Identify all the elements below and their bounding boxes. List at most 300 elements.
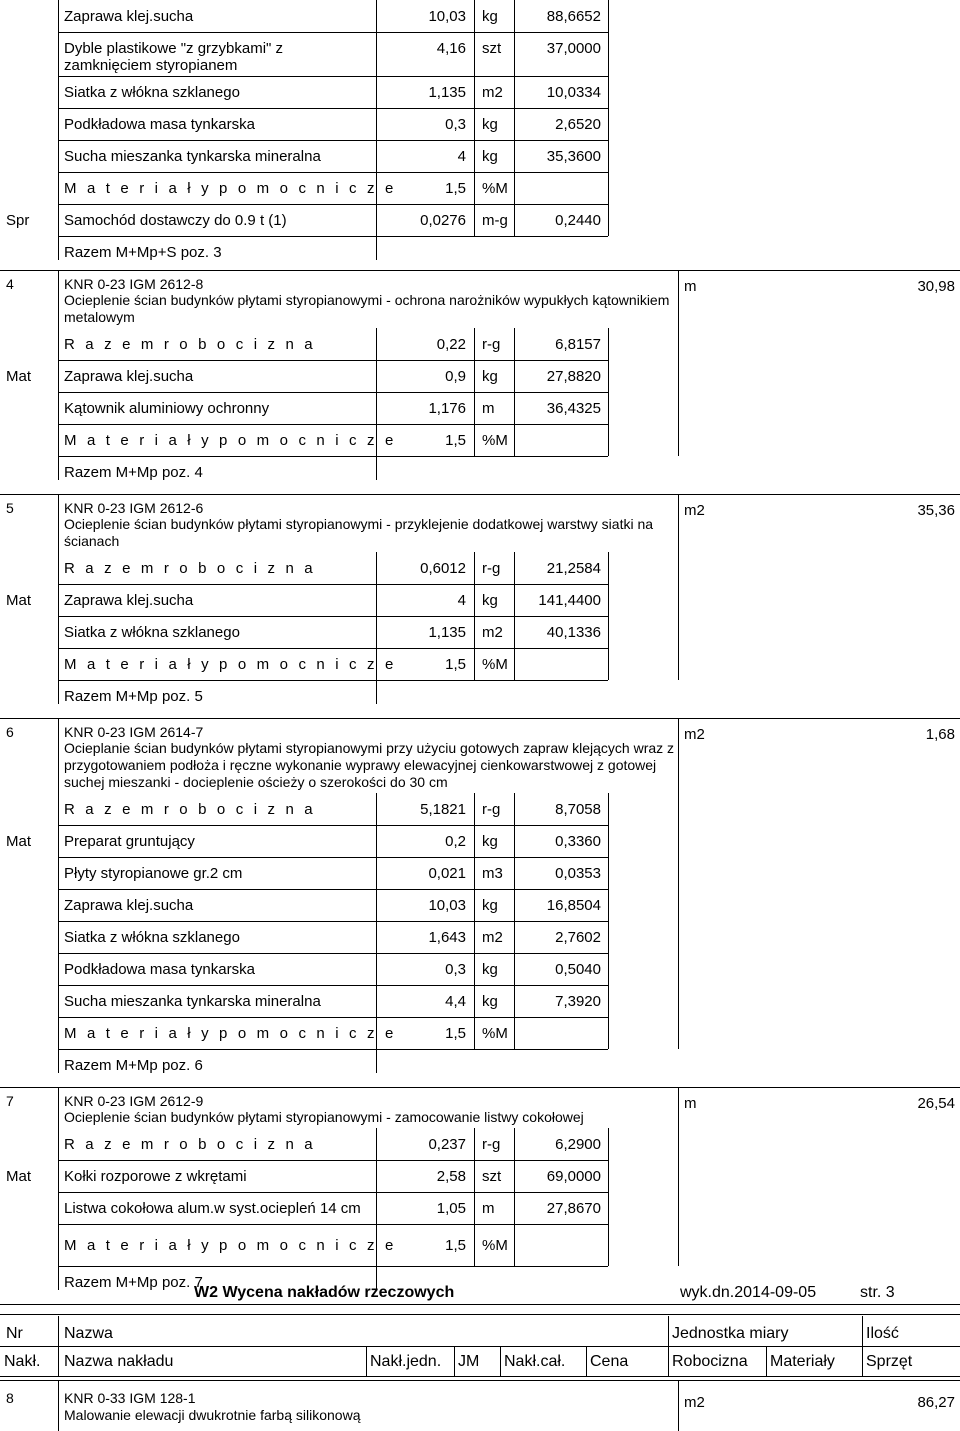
total-quantity: 0,5040: [555, 961, 601, 978]
unit-norm: 1,5: [445, 1025, 466, 1042]
divider: [58, 889, 608, 890]
divider: [58, 1087, 59, 1132]
divider: [58, 1049, 608, 1050]
divider: [862, 1316, 863, 1346]
divider: [608, 1224, 609, 1266]
material-name: M a t e r i a ł y p o m o c n i c z e: [64, 656, 397, 673]
divider: [608, 648, 609, 680]
unit-norm: 0,9: [445, 368, 466, 385]
divider: [474, 616, 475, 648]
unit-measure: m: [482, 400, 495, 417]
divider: [608, 889, 609, 921]
position-number: 4: [6, 276, 14, 292]
unit-norm: 10,03: [428, 897, 466, 914]
divider: [474, 32, 475, 76]
total-quantity: 8,7058: [555, 801, 601, 818]
divider: [474, 1160, 475, 1192]
divider: [58, 32, 608, 33]
divider: [474, 793, 475, 825]
divider: [58, 204, 59, 236]
divider: [58, 718, 59, 797]
divider: [474, 825, 475, 857]
unit-norm: 4,4: [445, 993, 466, 1010]
divider: [366, 1347, 367, 1376]
divider: [58, 108, 59, 140]
material-name: Listwa cokołowa alum.w syst.ociepleń 14 cm: [64, 1200, 361, 1217]
divider: [678, 793, 679, 825]
divider: [58, 456, 59, 480]
divider: [668, 1316, 669, 1346]
divider: [58, 1224, 59, 1266]
divider: [58, 360, 608, 361]
divider: [454, 1347, 455, 1376]
header-materialy: Materiały: [770, 1353, 835, 1370]
divider: [608, 1128, 609, 1160]
category-label: Mat: [6, 368, 32, 385]
unit-norm: 1,5: [445, 656, 466, 673]
divider: [58, 921, 59, 953]
divider: [58, 584, 608, 585]
divider: [474, 1128, 475, 1160]
divider: [58, 140, 59, 172]
divider: [58, 648, 59, 680]
divider: [58, 1160, 59, 1192]
divider: [608, 584, 609, 616]
material-name: Razem M+Mp poz. 5: [64, 688, 203, 705]
divider: [58, 424, 608, 425]
position-unit: m2: [684, 502, 705, 519]
header-nr: Nr: [6, 1325, 23, 1342]
divider: [678, 1087, 679, 1132]
divider: [474, 584, 475, 616]
divider: [608, 793, 609, 825]
divider: [58, 616, 59, 648]
unit-measure: kg: [482, 833, 498, 850]
divider: [58, 236, 608, 237]
unit-measure: m-g: [482, 212, 508, 229]
divider: [58, 360, 59, 392]
divider: [58, 494, 59, 556]
category-label: Mat: [6, 833, 32, 850]
divider: [608, 825, 609, 857]
unit-measure: %M: [482, 1237, 508, 1254]
divider: [0, 494, 960, 495]
unit-measure: szt: [482, 1168, 502, 1185]
position-description: Ocieplanie ścian budynków płytami styropianowymi przy użyciu gotowych zapraw klejących wraz z przygotowaniem podłoża i ręczne wykonanie wyprawy elewacyjnej cienkowarstwowej z gotowej suchej mieszanki - docieplenie ościeży o szerokości do 30 cm: [64, 740, 675, 790]
position-amount: 35,36: [917, 502, 955, 519]
divider: [58, 270, 59, 332]
divider: [474, 648, 475, 680]
divider: [58, 32, 59, 76]
divider: [678, 552, 679, 584]
unit-measure: r-g: [482, 336, 501, 353]
divider: [58, 424, 59, 456]
divider: [474, 108, 475, 140]
material-name: Preparat gruntujący: [64, 833, 195, 850]
divider: [608, 424, 609, 456]
divider: [608, 921, 609, 953]
unit-measure: kg: [482, 897, 498, 914]
divider: [58, 921, 608, 922]
unit-norm: 0,237: [428, 1136, 466, 1153]
divider: [0, 1314, 960, 1315]
material-name: Samochód dostawczy do 0.9 t (1): [64, 212, 287, 229]
position-amount: 1,68: [925, 726, 955, 743]
unit-measure: kg: [482, 368, 498, 385]
total-quantity: 0,2440: [555, 212, 601, 229]
material-name: Razem M+Mp poz. 4: [64, 464, 203, 481]
unit-measure: kg: [482, 592, 498, 609]
divider: [58, 0, 59, 32]
total-quantity: 69,0000: [546, 1168, 601, 1185]
unit-norm: 0,22: [436, 336, 466, 353]
divider: [0, 270, 960, 271]
total-quantity: 27,8670: [546, 1200, 601, 1217]
divider: [678, 1224, 679, 1266]
divider: [474, 392, 475, 424]
divider: [514, 172, 515, 204]
divider: [376, 456, 377, 480]
divider: [678, 1160, 679, 1192]
divider: [608, 108, 609, 140]
unit-norm: 1,05: [436, 1200, 466, 1217]
divider: [376, 236, 377, 260]
material-name: Zaprawa klej.sucha: [64, 368, 194, 385]
divider: [474, 857, 475, 889]
total-quantity: 6,8157: [555, 336, 601, 353]
unit-norm: 0,2: [445, 833, 466, 850]
material-name: Siatka z włókna szklanego: [64, 84, 240, 101]
total-quantity: 0,3360: [555, 833, 601, 850]
divider: [58, 140, 608, 141]
position-number: 6: [6, 724, 14, 740]
divider: [58, 1192, 59, 1224]
position-unit: m2: [684, 726, 705, 743]
divider: [474, 889, 475, 921]
position-unit: m2: [684, 1394, 705, 1411]
divider: [58, 236, 59, 260]
divider: [376, 680, 377, 704]
divider: [474, 1224, 475, 1266]
divider: [0, 1087, 960, 1088]
divider: [58, 108, 608, 109]
divider: [474, 921, 475, 953]
unit-norm: 4,16: [436, 40, 466, 57]
divider: [678, 648, 679, 680]
unit-norm: 1,135: [428, 624, 466, 641]
unit-measure: r-g: [482, 1136, 501, 1153]
total-quantity: 88,6652: [546, 8, 601, 25]
unit-norm: 10,03: [428, 8, 466, 25]
divider: [678, 1017, 679, 1049]
total-quantity: 16,8504: [546, 897, 601, 914]
divider: [678, 494, 679, 556]
divider: [58, 889, 59, 921]
position-unit: m: [684, 1095, 697, 1112]
material-name: Zaprawa klej.sucha: [64, 8, 194, 25]
divider: [678, 921, 679, 953]
divider: [678, 616, 679, 648]
total-quantity: 27,8820: [546, 368, 601, 385]
unit-norm: 1,643: [428, 929, 466, 946]
position-amount: 30,98: [917, 278, 955, 295]
divider: [58, 172, 59, 204]
header-nazwa: Nazwa: [64, 1325, 113, 1342]
total-quantity: 35,3600: [546, 148, 601, 165]
divider: [58, 204, 608, 205]
divider: [608, 392, 609, 424]
divider: [678, 985, 679, 1017]
divider: [58, 456, 608, 457]
divider: [376, 1049, 377, 1073]
unit-norm: 2,58: [436, 1168, 466, 1185]
position-amount: 26,54: [917, 1095, 955, 1112]
report-title: W2 Wycena nakładów rzeczowych: [194, 1284, 455, 1301]
header-nakl: Nakł.: [4, 1353, 41, 1370]
unit-norm: 1,5: [445, 180, 466, 197]
divider: [58, 793, 59, 825]
header-cena: Cena: [590, 1353, 629, 1370]
position-code: KNR 0-23 IGM 2612-6: [64, 500, 204, 516]
divider: [0, 718, 960, 719]
total-quantity: 21,2584: [546, 560, 601, 577]
unit-norm: 0,3: [445, 116, 466, 133]
unit-measure: %M: [482, 1025, 508, 1042]
total-quantity: 40,1336: [546, 624, 601, 641]
divider: [668, 1347, 669, 1376]
divider: [474, 328, 475, 360]
divider: [58, 857, 59, 889]
material-name: Podkładowa masa tynkarska: [64, 116, 255, 133]
divider: [678, 718, 679, 797]
divider: [514, 648, 515, 680]
divider: [58, 1049, 59, 1073]
divider: [58, 953, 59, 985]
divider: [58, 76, 59, 108]
page-number: str. 3: [860, 1284, 895, 1301]
divider: [58, 857, 608, 858]
divider: [514, 1224, 515, 1266]
unit-norm: 0,3: [445, 961, 466, 978]
divider: [474, 360, 475, 392]
header-nakl-jedn: Nakł.jedn.: [370, 1353, 442, 1370]
divider: [608, 140, 609, 172]
divider: [474, 172, 475, 204]
unit-norm: 1,5: [445, 1237, 466, 1254]
material-name: Kołki rozporowe z wkrętami: [64, 1168, 247, 1185]
divider: [58, 825, 608, 826]
unit-measure: r-g: [482, 801, 501, 818]
header-jm-short: JM: [458, 1353, 480, 1370]
divider: [608, 172, 609, 204]
unit-measure: szt: [482, 40, 502, 57]
divider: [58, 584, 59, 616]
divider: [608, 328, 609, 360]
unit-norm: 1,5: [445, 432, 466, 449]
material-name: Płyty styropianowe gr.2 cm: [64, 865, 243, 882]
position-description: Malowanie elewacji dwukrotnie farbą silikonową: [64, 1407, 361, 1423]
divider: [58, 552, 59, 584]
divider: [608, 1017, 609, 1049]
divider: [608, 0, 609, 32]
divider: [58, 1224, 608, 1225]
total-quantity: 6,2900: [555, 1136, 601, 1153]
divider: [58, 680, 608, 681]
position-description: Ocieplenie ścian budynków płytami styropianowymi - zamocowanie listwy cokołowej: [64, 1109, 584, 1125]
divider: [766, 1347, 767, 1376]
position-description: Ocieplenie ścian budynków płytami styropianowymi - przyklejenie dodatkowej warstwy siatki na ścianach: [64, 516, 654, 549]
position-number: 7: [6, 1093, 14, 1109]
divider: [0, 1376, 960, 1377]
position-code: KNR 0-23 IGM 2614-7: [64, 724, 204, 740]
position-code: KNR 0-23 IGM 2612-8: [64, 276, 204, 292]
divider: [58, 616, 608, 617]
divider: [678, 392, 679, 424]
material-name: M a t e r i a ł y p o m o c n i c z e: [64, 432, 397, 449]
divider: [58, 1347, 59, 1376]
divider: [474, 204, 475, 236]
category-label: Spr: [6, 212, 30, 229]
divider: [0, 1380, 960, 1381]
unit-measure: %M: [482, 180, 508, 197]
unit-norm: 1,176: [428, 400, 466, 417]
total-quantity: 0,0353: [555, 865, 601, 882]
unit-measure: %M: [482, 432, 508, 449]
material-name: R a z e m r o b o c i z n a: [64, 336, 316, 353]
divider: [58, 392, 608, 393]
divider: [678, 360, 679, 392]
material-name: Zaprawa klej.sucha: [64, 897, 194, 914]
unit-measure: kg: [482, 993, 498, 1010]
divider: [514, 424, 515, 456]
material-name: Podkładowa masa tynkarska: [64, 961, 255, 978]
divider: [58, 1266, 59, 1290]
unit-measure: m2: [482, 84, 503, 101]
divider: [58, 1316, 59, 1346]
divider: [58, 392, 59, 424]
material-name: Razem M+Mp+S poz. 3: [64, 244, 222, 261]
total-quantity: 2,6520: [555, 116, 601, 133]
divider: [58, 172, 608, 173]
divider: [678, 328, 679, 360]
total-quantity: 141,4400: [538, 592, 601, 609]
unit-measure: m3: [482, 865, 503, 882]
divider: [608, 204, 609, 236]
unit-norm: 1,135: [428, 84, 466, 101]
divider: [678, 584, 679, 616]
divider: [474, 1017, 475, 1049]
divider: [678, 1128, 679, 1160]
category-label: Mat: [6, 592, 32, 609]
unit-measure: kg: [482, 148, 498, 165]
divider: [474, 953, 475, 985]
divider: [58, 1017, 59, 1049]
material-name: Siatka z włókna szklanego: [64, 624, 240, 641]
divider: [678, 270, 679, 332]
position-unit: m: [684, 278, 697, 295]
divider: [474, 76, 475, 108]
material-name: M a t e r i a ł y p o m o c n i c z e: [64, 180, 397, 197]
material-name: Dyble plastikowe "z grzybkami" z zamknięciem styropianem: [64, 40, 284, 74]
unit-measure: m2: [482, 624, 503, 641]
divider: [58, 953, 608, 954]
divider: [474, 552, 475, 584]
divider: [608, 1160, 609, 1192]
divider: [678, 857, 679, 889]
divider: [474, 985, 475, 1017]
unit-norm: 5,1821: [420, 801, 466, 818]
divider: [678, 953, 679, 985]
unit-norm: 4: [457, 592, 466, 609]
material-name: Sucha mieszanka tynkarska mineralna: [64, 148, 321, 165]
divider: [0, 1304, 960, 1305]
unit-norm: 4: [457, 148, 466, 165]
unit-measure: m2: [482, 929, 503, 946]
unit-norm: 0,6012: [420, 560, 466, 577]
material-name: M a t e r i a ł y p o m o c n i c z e: [64, 1237, 397, 1254]
divider: [58, 1128, 59, 1160]
unit-measure: m: [482, 1200, 495, 1217]
material-name: R a z e m r o b o c i z n a: [64, 560, 316, 577]
divider: [678, 1192, 679, 1224]
divider: [58, 1017, 608, 1018]
header-jm: Jednostka miary: [672, 1325, 789, 1342]
divider: [678, 825, 679, 857]
divider: [58, 825, 59, 857]
header-ilosc: Ilość: [866, 1325, 899, 1342]
position-number: 5: [6, 500, 14, 516]
divider: [608, 616, 609, 648]
divider: [862, 1347, 863, 1376]
position-number: 8: [6, 1390, 14, 1406]
unit-measure: r-g: [482, 560, 501, 577]
position-description: Ocieplenie ścian budynków płytami styropianowymi - ochrona narożników wypukłych kątownikiem metalowym: [64, 292, 670, 325]
material-name: Siatka z włókna szklanego: [64, 929, 240, 946]
divider: [58, 328, 59, 360]
position-code: KNR 0-23 IGM 2612-9: [64, 1093, 204, 1109]
divider: [678, 889, 679, 921]
divider: [608, 552, 609, 584]
total-quantity: 7,3920: [555, 993, 601, 1010]
divider: [678, 1381, 679, 1431]
divider: [58, 76, 608, 77]
category-label: Mat: [6, 1168, 32, 1185]
unit-measure: %M: [482, 656, 508, 673]
divider: [608, 953, 609, 985]
divider: [58, 985, 59, 1017]
divider: [58, 1192, 608, 1193]
divider: [58, 648, 608, 649]
header-robocizna: Robocizna: [672, 1353, 748, 1370]
divider: [514, 1017, 515, 1049]
divider: [58, 1381, 59, 1431]
material-name: Razem M+Mp poz. 7: [64, 1274, 203, 1291]
unit-measure: kg: [482, 8, 498, 25]
header-sprzet: Sprzęt: [866, 1353, 913, 1370]
unit-norm: 0,021: [428, 865, 466, 882]
total-quantity: 36,4325: [546, 400, 601, 417]
material-name: Kątownik aluminiowy ochronny: [64, 400, 270, 417]
unit-measure: kg: [482, 116, 498, 133]
total-quantity: 10,0334: [546, 84, 601, 101]
divider: [58, 985, 608, 986]
divider: [608, 76, 609, 108]
divider: [500, 1347, 501, 1376]
divider: [608, 360, 609, 392]
material-name: R a z e m r o b o c i z n a: [64, 801, 316, 818]
divider: [678, 424, 679, 456]
divider: [608, 985, 609, 1017]
